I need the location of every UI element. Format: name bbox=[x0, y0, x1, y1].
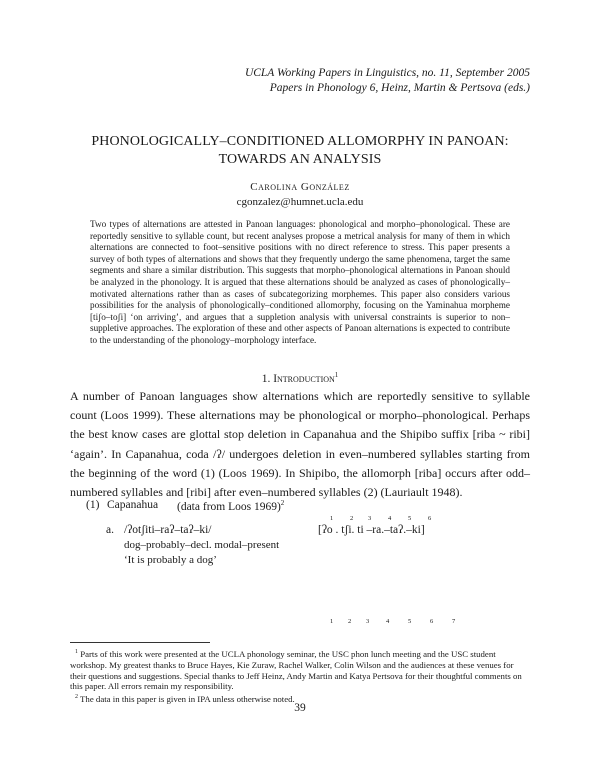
footnotes bbox=[70, 647, 530, 705]
syllable-number: 1 bbox=[330, 515, 334, 522]
syllable-numbers bbox=[330, 515, 450, 524]
syllable-number: 5 bbox=[408, 515, 412, 522]
syllable-number: 7 bbox=[452, 618, 456, 625]
syllable-number: 6 bbox=[428, 515, 432, 522]
example-underlying: /ʔotʃiti–raʔ–taʔ–ki/ bbox=[124, 524, 212, 536]
footnote-mark: 2 bbox=[75, 694, 78, 701]
footnote-separator bbox=[70, 642, 210, 643]
example-language: Capanahua bbox=[107, 499, 159, 511]
footnote-ref-1[interactable]: 1 bbox=[334, 371, 339, 379]
example-source bbox=[177, 499, 284, 513]
author-name: Carolina González bbox=[250, 181, 350, 193]
intro-paragraph: A number of Panoan languages show alternations which are reportedly sensitive to syllable count (Loos 1999). These alternations may be phonological or morpho–phonological. Perhaps the best know cases are glottal stop deletion in Capanahua and the Shipibo suffix [riba ~ ribi] ‘again’. In Capanahua, coda /ʔ/ undergoes deletion in even–numbered syllables starting from the beginning of the word (1) (Loos 1969). In Shipibo, the allomorph [riba] occurs after odd–numbered syllables and [ribi] after even–numbered syllables (2) (Lauriault 1948). bbox=[70, 389, 530, 500]
syllable-numbers-next bbox=[330, 618, 470, 627]
footnote-1 bbox=[70, 647, 530, 692]
page-number: 39 bbox=[294, 702, 306, 714]
syllable-number: 1 bbox=[330, 618, 334, 625]
example-number: (1) bbox=[86, 499, 100, 511]
syllable-number: 2 bbox=[350, 515, 354, 522]
syllable-number: 4 bbox=[388, 515, 392, 522]
syllable-number: 6 bbox=[430, 618, 434, 625]
footnote-text: The data in this paper is given in IPA unless otherwise noted. bbox=[80, 694, 295, 705]
section-heading bbox=[0, 371, 600, 385]
syllable-number: 2 bbox=[348, 618, 352, 625]
example-source-text: (data from Loos 1969) bbox=[177, 500, 281, 513]
abstract: Two types of alternations are attested in Panoan languages: phonological and morpho–phonological. These are reportedly sensitive to syllable count, but recent analyses propose a metrical analysis for many of them in which alternations are connected to foot–sensitive positions with no direct reference to stress. This paper presents a survey of both types of alternations and shows that they frequently undergo the same phenomena, target the same segments and share a similar distribution. This suggests that morpho–phonological alternations in Panoan should be analyzed in the phonology. It is argued that these alternations should be analyzed as cases of phonologically–motivated alternations rather than as cases of subcategorizing morphemes. This paper also considers various possibilities for the analysis of phonologically–conditioned allomorphy, focusing on the Yaminahua morpheme [tiʃo–toʃi] ‘on arriving’, and argues that a suppletion analysis with universal constraints is superior to non–suppletive approaches. The exploration of these and other aspects of Panoan alternations is expected to contribute to the understanding of the phonology–morphology interface. bbox=[90, 219, 510, 345]
author-email: cgonzalez@humnet.ucla.edu bbox=[236, 196, 364, 208]
syllable-number: 3 bbox=[366, 618, 370, 625]
syllable-number: 5 bbox=[408, 618, 412, 625]
example-translation: ‘It is probably a dog’ bbox=[124, 554, 217, 566]
header-volume: Papers in Phonology 6, Heinz, Martin & Pertsova (eds.) bbox=[269, 82, 530, 94]
title-line-2: TOWARDS AN ANALYSIS bbox=[218, 152, 382, 167]
running-header bbox=[245, 66, 530, 96]
header-journal: UCLA Working Papers in Linguistics, no. 11, September 2005 bbox=[244, 67, 530, 79]
section-number: 1. bbox=[261, 372, 271, 385]
title-line-1: PHONOLOGICALLY–CONDITIONED ALLOMORPHY IN PANOAN: bbox=[91, 134, 509, 149]
section-title: Introduction bbox=[273, 372, 335, 385]
footnote-text: Parts of this work were presented at the UCLA phonology seminar, the USC phon lunch meeting and the USC student workshop. My greatest thanks to Bruce Hayes, Kie Zuraw, Rachel Walker, Colin Wilson and the audiences at these venues for their questions and suggestions. Special thanks to Jeff Heinz, Andy Martin and Katya Pertsova for their thoughtful comments on this paper. All errors remain my responsibility. bbox=[70, 648, 522, 692]
footnote-ref-2[interactable]: 2 bbox=[280, 499, 285, 507]
paper-title bbox=[60, 133, 540, 169]
syllable-number: 4 bbox=[386, 618, 390, 625]
example-item-label: a. bbox=[106, 524, 114, 536]
footnote-mark: 1 bbox=[75, 649, 78, 655]
example-gloss: dog–probably–decl. modal–present bbox=[124, 539, 280, 551]
syllable-number: 3 bbox=[368, 515, 372, 522]
example-surface-form: [ʔo . tʃi. ti –ra.–taʔ.–ki] bbox=[318, 524, 425, 536]
